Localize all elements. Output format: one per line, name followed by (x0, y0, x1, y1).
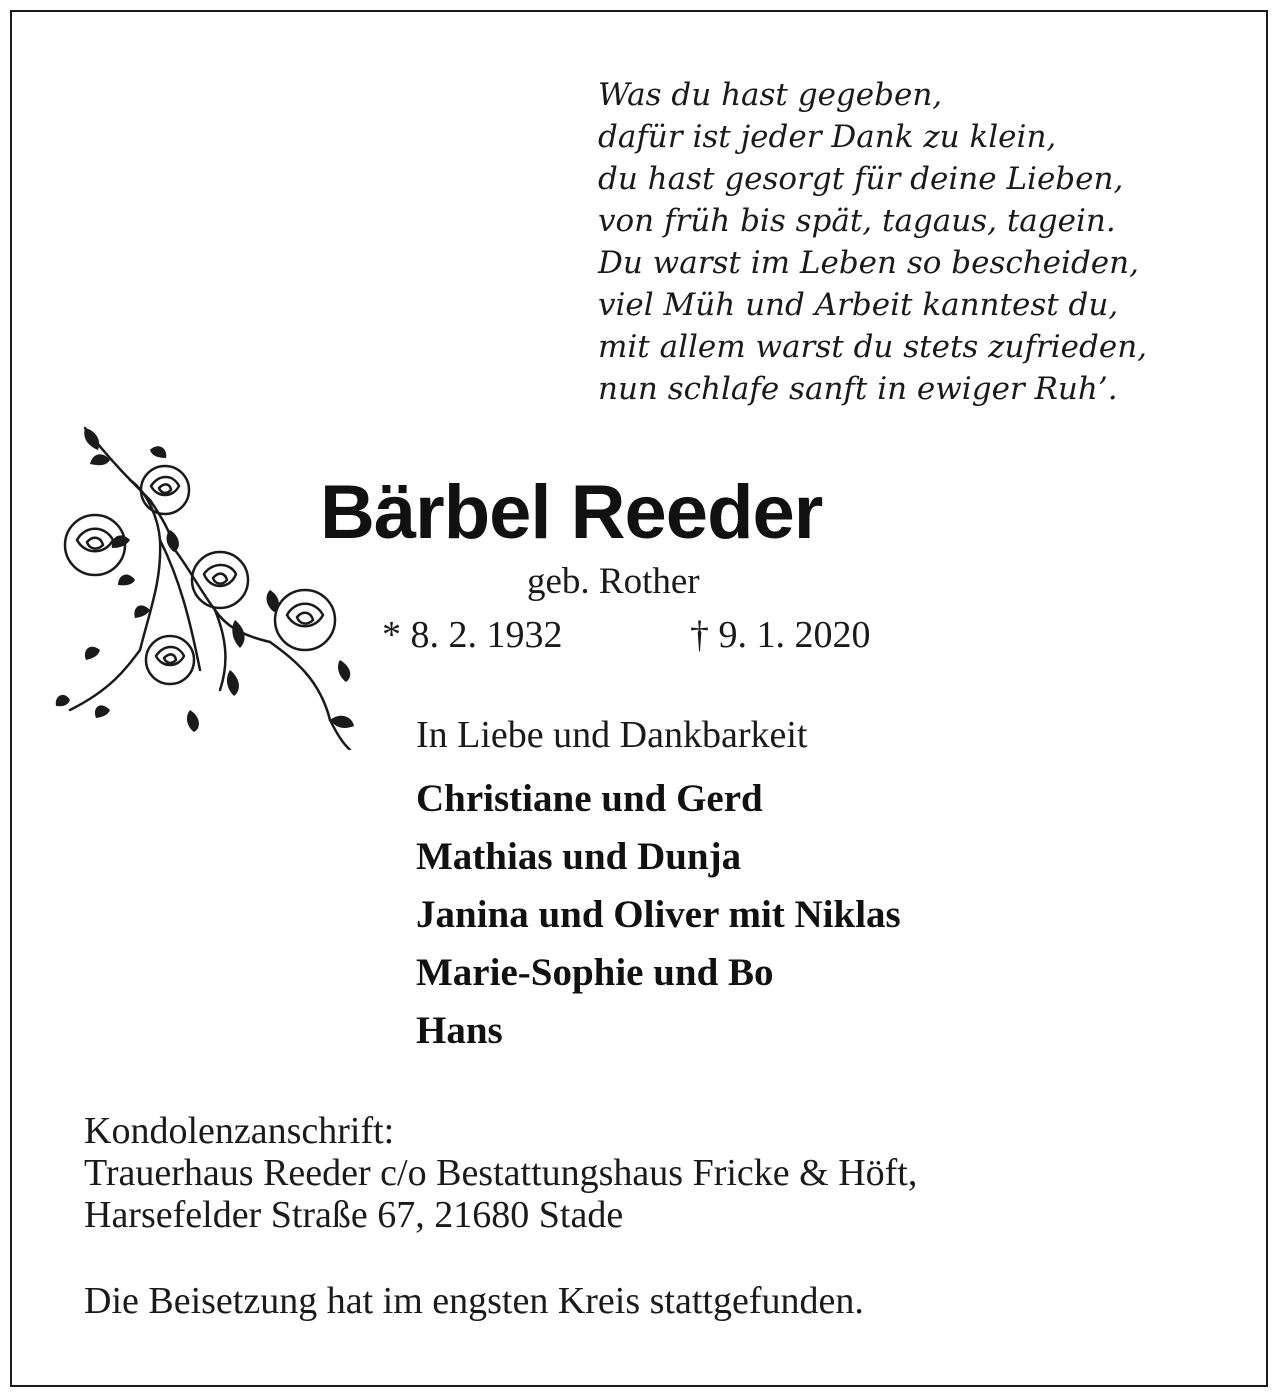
leaf (232, 620, 244, 648)
address-line: Trauerhaus Reeder c/o Bestattungshaus Fricke & Höft, (84, 1152, 918, 1194)
poem-line: dafür ist jeder Dank zu klein, (598, 119, 1057, 155)
address-line: Harsefelder Straße 67, 21680 Stade (84, 1194, 624, 1236)
leaf (118, 575, 135, 586)
poem-line: Du warst im Leben so bescheiden, (598, 245, 1139, 281)
poem-line: mit allem warst du stets zufrieden, (598, 329, 1148, 365)
poem-line: von früh bis spät, tagaus, tagein. (598, 203, 1116, 239)
leaf (84, 428, 99, 450)
poem (598, 74, 1238, 410)
leaf (56, 695, 70, 706)
poem-line: du hast gesorgt für deine Lieben, (598, 161, 1124, 197)
rose (192, 552, 248, 608)
birth-date: * 8. 2. 1932 (382, 614, 563, 656)
rose (146, 636, 194, 684)
mourner: Christiane und Gerd (416, 777, 763, 820)
leaf (338, 660, 350, 682)
deceased-name: Bärbel Reeder (320, 470, 823, 555)
poem-line: nun schlafe sanft in ewiger Ruh’. (598, 371, 1118, 407)
mourner: Janina und Oliver mit Niklas (416, 893, 901, 936)
leaf (112, 535, 130, 548)
mourner: Hans (416, 1009, 503, 1052)
rose (141, 466, 189, 514)
rose (275, 590, 335, 650)
dedication: In Liebe und Dankbarkeit (416, 714, 808, 756)
poem-line: Was du hast gegeben, (598, 77, 943, 113)
leaf (150, 446, 166, 458)
condolence-address (84, 1110, 917, 1236)
death-date: † 9. 1. 2020 (690, 614, 871, 656)
poem-line: viel Müh und Arbeit kanntest du, (598, 287, 1119, 323)
address-heading: Kondolenzanschrift: (84, 1110, 395, 1152)
mourners-list (416, 770, 901, 1060)
leaf (134, 605, 150, 618)
burial-note: Die Beisetzung hat im engsten Kreis stattgefunden. (84, 1280, 864, 1322)
leaf (187, 710, 199, 732)
leaf (167, 530, 179, 552)
mourner: Mathias und Dunja (416, 835, 742, 878)
maiden-name: geb. Rother (527, 561, 700, 602)
mourner: Marie-Sophie und Bo (416, 951, 774, 994)
leaf (267, 590, 279, 612)
leaf (85, 647, 100, 660)
leaf (227, 670, 239, 696)
leaf (95, 705, 110, 718)
